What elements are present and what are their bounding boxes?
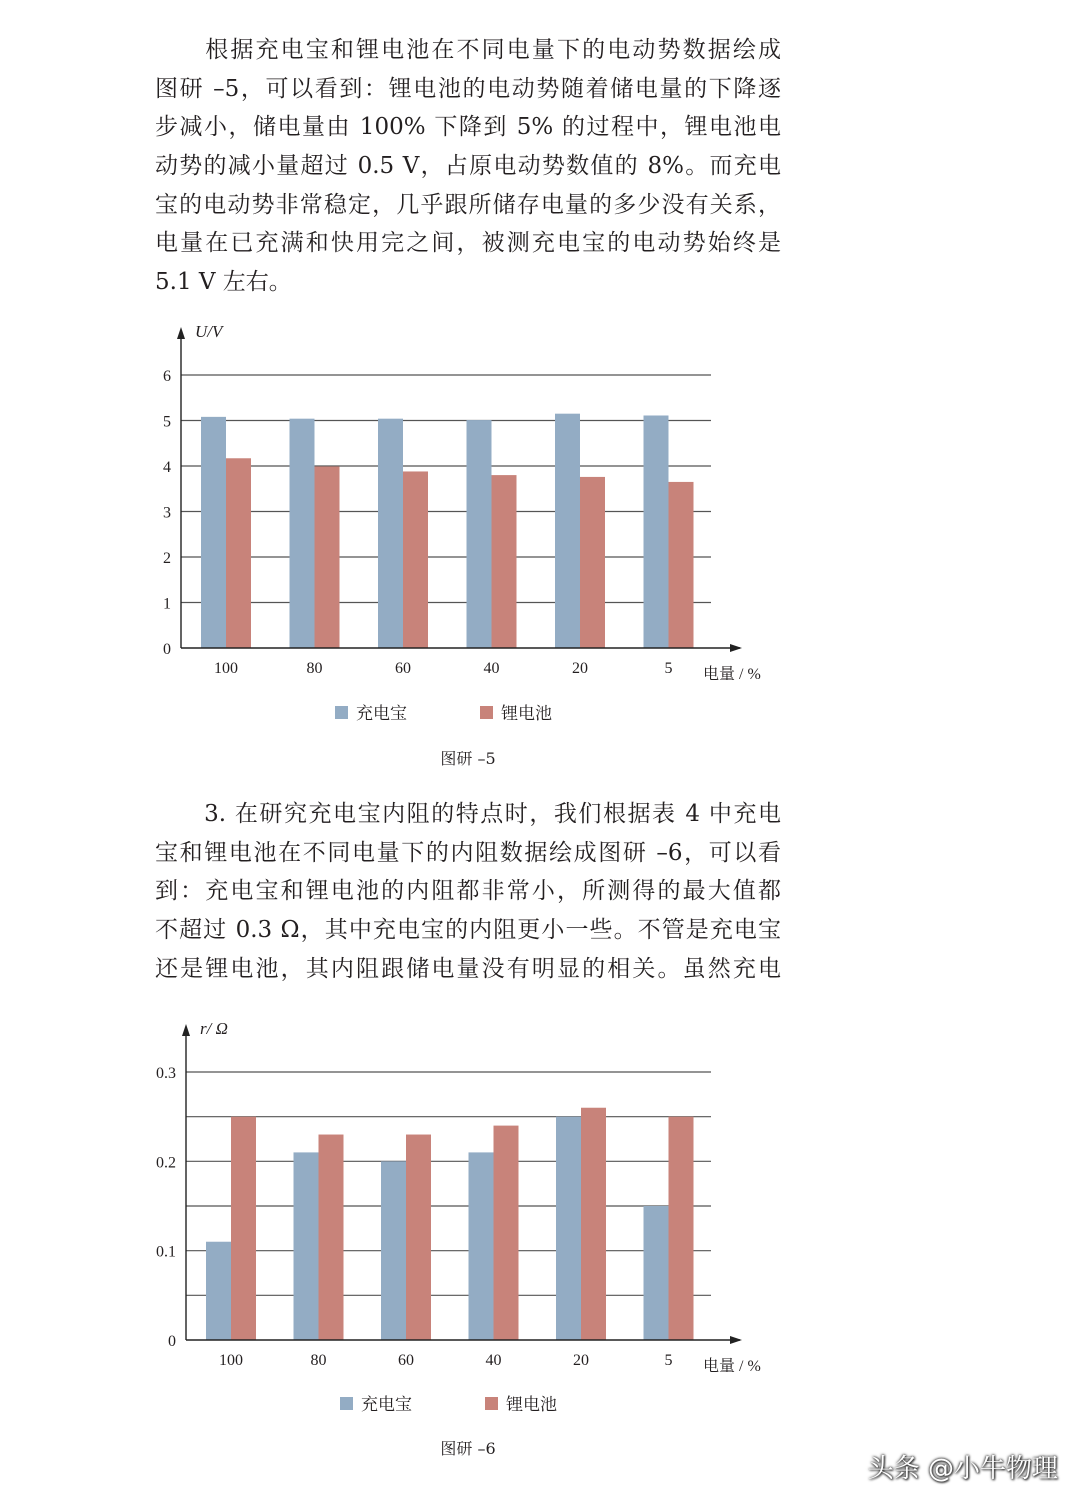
- text-line: 根据充电宝和锂电池在不同电量下的电动势数据绘成: [155, 37, 781, 63]
- text-line: 宝和锂电池在不同电量下的内阻数据绘成图研 –6，可以看: [155, 839, 781, 866]
- x-tick-label: 100: [219, 1352, 243, 1369]
- bar-lithium-80: [319, 1135, 344, 1340]
- bar-lithium-60: [406, 1135, 431, 1340]
- legend-swatch: [340, 1397, 353, 1410]
- y-axis-label: U/V: [195, 322, 223, 341]
- bar-lithium-5: [669, 1117, 694, 1340]
- text-line: 动势的减小量超过 0.5 V，占原电动势数值的 8%。而充电: [155, 153, 781, 180]
- y-tick-label: 0: [168, 1333, 176, 1350]
- text-line: 电量在已充满和快用完之间，被测充电宝的电动势始终是: [155, 230, 781, 257]
- x-tick-label: 5: [664, 1352, 673, 1369]
- figure-caption-6: 图研 –6: [440, 1439, 496, 1458]
- legend-swatch: [485, 1397, 498, 1410]
- bar-powerbank-20: [556, 1117, 581, 1340]
- bar-powerbank-60: [381, 1161, 406, 1340]
- bar-lithium-100: [231, 1117, 256, 1340]
- y-tick-label: 0.1: [156, 1243, 176, 1261]
- x-tick-label: 80: [310, 1352, 327, 1369]
- text-line: 还是锂电池，其内阻跟储电量没有明显的相关。虽然充电: [155, 955, 781, 982]
- x-tick-label: 20: [572, 660, 588, 677]
- bar-lithium-40: [494, 1126, 519, 1340]
- x-tick-label: 80: [306, 660, 323, 677]
- y-axis-arrow: [182, 1024, 190, 1036]
- y-tick-label: 1: [163, 595, 171, 613]
- text-line: 到：充电宝和锂电池的内阻都非常小，所测得的最大值都: [155, 878, 781, 905]
- text-line: 图研 –5，可以看到：锂电池的电动势随着储电量的下降逐: [155, 75, 781, 102]
- x-tick-label: 60: [398, 1352, 414, 1369]
- y-tick-label: 3: [163, 504, 171, 522]
- x-axis-arrow: [730, 1336, 742, 1344]
- y-tick-label: 4: [163, 459, 171, 476]
- legend-label: 充电宝: [356, 704, 407, 723]
- x-tick-label: 100: [214, 660, 238, 677]
- bar-lithium-20: [581, 1108, 606, 1340]
- x-axis-label: 电量 / %: [703, 666, 761, 683]
- text-line: 宝的电动势非常稳定，几乎跟所储存电量的多少没有关系，: [155, 191, 781, 218]
- y-tick-label: 2: [163, 550, 171, 567]
- bar-powerbank-80: [294, 1152, 319, 1340]
- watermark: 头条 @小牛物理: [867, 1454, 1058, 1484]
- x-tick-label: 60: [395, 660, 411, 677]
- y-tick-label: 0.3: [156, 1065, 176, 1082]
- x-tick-label: 40: [485, 1352, 502, 1369]
- figure-caption-5: 图研 –5: [440, 749, 496, 768]
- text-line: 3. 在研究充电宝内阻的特点时，我们根据表 4 中充电: [155, 801, 781, 827]
- bar-powerbank-5: [644, 1206, 669, 1340]
- y-axis-label: r/ Ω: [200, 1019, 228, 1038]
- bar-powerbank-40: [469, 1152, 494, 1340]
- y-tick-label: 5: [163, 413, 171, 431]
- x-tick-label: 40: [483, 660, 500, 677]
- legend-label: 锂电池: [501, 704, 552, 723]
- x-axis-label: 电量 / %: [703, 1358, 761, 1375]
- y-tick-label: 6: [163, 368, 171, 385]
- legend-label: 充电宝: [361, 1395, 412, 1414]
- y-tick-label: 0.2: [156, 1154, 176, 1172]
- text-line: 5.1 V 左右。: [155, 269, 292, 296]
- x-tick-label: 20: [573, 1352, 589, 1369]
- x-tick-label: 5: [664, 660, 673, 677]
- y-tick-label: 0: [163, 641, 171, 658]
- text-line: 不超过 0.3 Ω，其中充电宝的内阻更小一些。不管是充电宝: [155, 917, 781, 944]
- legend-label: 锂电池: [506, 1395, 557, 1414]
- text-line: 步减小，储电量由 100% 下降到 5% 的过程中，锂电池电: [155, 114, 781, 141]
- bar-powerbank-100: [206, 1242, 231, 1340]
